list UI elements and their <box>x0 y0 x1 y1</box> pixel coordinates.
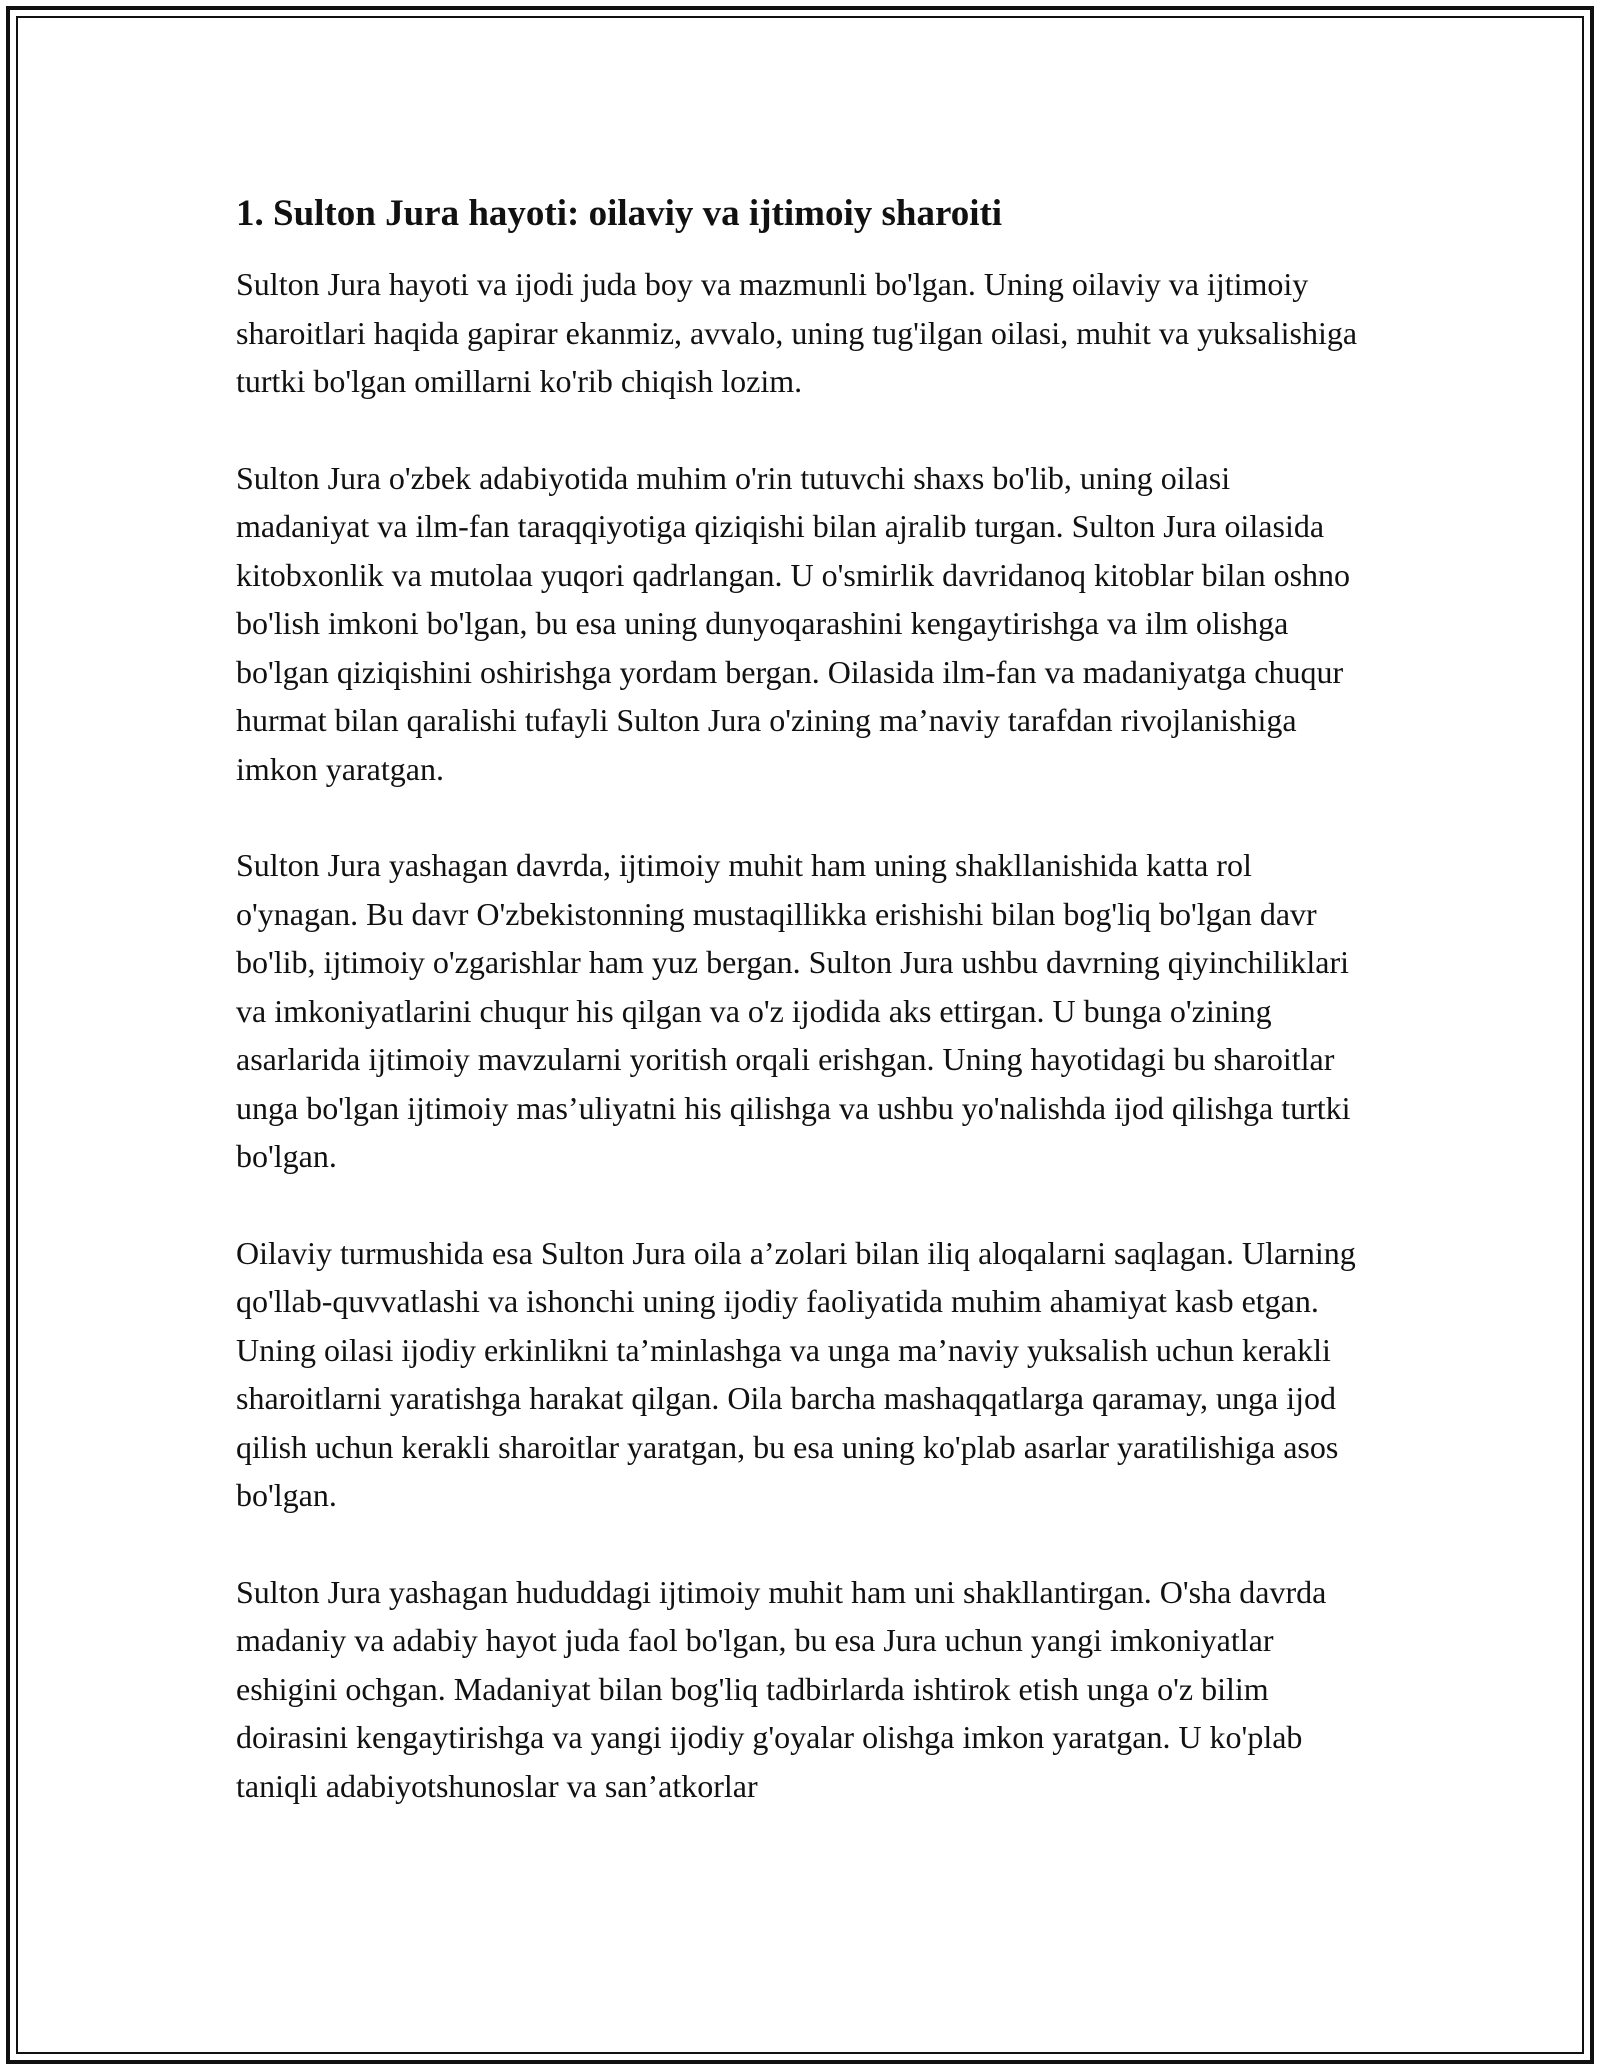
document-body <box>236 188 1366 1858</box>
paragraph-family-culture: Sulton Jura o'zbek adabiyotida muhim o'rin tutuvchi shaxs bo'lib, uning oilasi madaniyat va ilm-fan taraqqiyotiga qiziqishi bilan ajralib turgan. Sulton Jura oilasida kitobxonlik va mutolaa yuqori qadrlangan. U o'smirlik davridanoq kitoblar bilan oshno bo'lish imkoni bo'lgan, bu esa uning dunyoqarashini kengaytirishga va ilm olishga bo'lgan qiziqishini oshirishga yordam bergan. Oilasida ilm-fan va madaniyatga chuqur hurmat bilan qaralishi tufayli Sulton Jura o'zining ma’naviy tarafdan rivojlanishiga imkon yaratgan. <box>236 459 1351 787</box>
section-heading: 1. Sulton Jura hayoti: oilaviy va ijtimoiy sharoiti <box>236 193 1003 234</box>
paragraph-family-life: Oilaviy turmushida esa Sulton Jura oila a’zolari bilan iliq aloqalarni saqlagan. Ularning qo'llab-quvvatlashi va ishonchi uning ijodiy faoliyatida muhim ahamiyat kasb etgan. Uning oilasi ijodiy erkinlikni ta’minlashga va unga ma’naviy yuksalish uchun kerakli sharoitlarni yaratishga harakat qilgan. Oila barcha mashaqqatlarga qaramay, unga ijod qilish uchun kerakli sharoitlar yaratgan, bu esa uning ko'plab asarlar yaratilishiga asos bo'lgan. <box>236 1234 1356 1513</box>
paragraph-family-background: Sulton Jura hayoti va ijodi juda boy va mazmunli bo'lgan. Uning oilaviy va ijtimoiy sharoitlari haqida gapirar ekanmiz, avvalo, uning tug'ilgan oilasi, muhit va yuksalishiga turtki bo'lgan omillarni ko'rib chiqish lozim. <box>236 266 1358 399</box>
paragraph-social-environment: Sulton Jura yashagan davrda, ijtimoiy muhit ham uning shakllanishida katta rol o'ynagan. Bu davr O'zbekistonning mustaqillikka erishishi bilan bog'liq bo'lgan davr bo'lib, ijtimoiy o'zgarishlar ham yuz bergan. Sulton Jura ushbu davrning qiyinchiliklari va imkoniyatlarini chuqur his qilgan va o'z ijodida aks ettirgan. U bunga o'zining asarlarida ijtimoiy mavzularni yoritish orqali erishgan. Uning hayotidagi bu sharoitlar unga bo'lgan ijtimoiy mas’uliyatni his qilishga va ushbu yo'nalishda ijod qilishga turtki bo'lgan. <box>236 847 1351 1174</box>
paragraph-regional-environment: Sulton Jura yashagan hududdagi ijtimoiy muhit ham uni shakllantirgan. O'sha davrda madaniy va adabiy hayot juda faol bo'lgan, bu esa Jura uchun yangi imkoniyatlar eshigini ochgan. Madaniyat bilan bog'liq tadbirlarda ishtirok etish unga o'z bilim doirasini kengaytirishga va yangi ijodiy g'oyalar olishga imkon yaratgan. U ko'plab taniqli adabiyotshunoslar va san’atkorlar <box>236 1573 1327 1804</box>
